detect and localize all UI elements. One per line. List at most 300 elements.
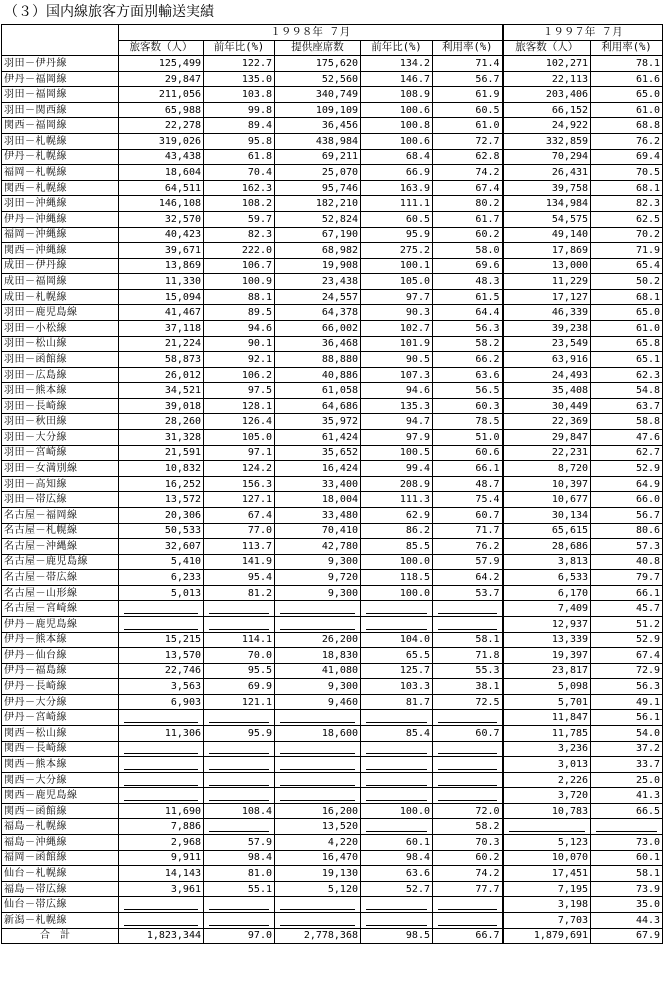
no-service-dash	[204, 819, 275, 835]
cell-load-factor-1998: 78.5	[433, 414, 503, 430]
cell-yoy-passengers: 70.0	[204, 648, 275, 664]
table-row	[2, 866, 663, 882]
table-row	[2, 414, 663, 430]
cell-load-factor-1998: 61.5	[433, 289, 503, 305]
cell-yoy-passengers: 141.9	[204, 554, 275, 570]
cell-load-factor-1998: 38.1	[433, 679, 503, 695]
cell-passengers-1997: 22,369	[503, 414, 591, 430]
cell-passengers-1998: 5,013	[119, 585, 204, 601]
table-row	[2, 912, 663, 928]
cell-passengers-1998: 6,903	[119, 694, 204, 710]
cell-yoy-passengers: 97.5	[204, 383, 275, 399]
cell-passengers-1997: 49,140	[503, 227, 591, 243]
cell-passengers-1997: 30,134	[503, 507, 591, 523]
cell-load-factor-1997: 68.1	[591, 180, 663, 196]
cell-load-factor-1998: 74.2	[433, 866, 503, 882]
cell-passengers-1998: 11,690	[119, 803, 204, 819]
cell-load-factor-1997: 67.4	[591, 648, 663, 664]
dash-line	[280, 909, 355, 910]
cell-seats: 36,468	[275, 336, 361, 352]
cell-passengers-1997: 63,916	[503, 352, 591, 368]
cell-load-factor-1997: 51.2	[591, 616, 663, 632]
cell-load-factor-1998: 64.2	[433, 570, 503, 586]
cell-load-factor-1997: 56.3	[591, 679, 663, 695]
cell-passengers-1997: 1,879,691	[503, 928, 591, 944]
cell-passengers-1997: 7,195	[503, 881, 591, 897]
no-service-dash	[361, 788, 433, 804]
route-name: 仙台－帯広線	[2, 897, 119, 913]
cell-yoy-seats: 100.5	[361, 445, 433, 461]
cell-load-factor-1997: 73.9	[591, 881, 663, 897]
cell-seats: 41,080	[275, 663, 361, 679]
cell-yoy-passengers: 55.1	[204, 881, 275, 897]
table-row	[2, 897, 663, 913]
table-row	[2, 180, 663, 196]
table-row	[2, 87, 663, 103]
cell-load-factor-1997: 65.4	[591, 258, 663, 274]
no-service-dash	[433, 757, 503, 773]
cell-passengers-1997: 29,847	[503, 430, 591, 446]
cell-passengers-1998: 64,511	[119, 180, 204, 196]
cell-load-factor-1997: 76.2	[591, 134, 663, 150]
cell-yoy-seats: 105.0	[361, 274, 433, 290]
dash-line	[438, 629, 497, 630]
cell-seats: 70,410	[275, 523, 361, 539]
cell-passengers-1998: 11,306	[119, 726, 204, 742]
cell-load-factor-1997: 58.1	[591, 866, 663, 882]
cell-passengers-1997: 28,686	[503, 539, 591, 555]
no-service-dash	[591, 819, 663, 835]
cell-seats: 9,460	[275, 694, 361, 710]
dash-line	[209, 753, 269, 754]
cell-passengers-1997: 30,449	[503, 398, 591, 414]
cell-yoy-seats: 52.7	[361, 881, 433, 897]
route-name: 羽田－松山線	[2, 336, 119, 352]
cell-yoy-passengers: 67.4	[204, 507, 275, 523]
table-row	[2, 710, 663, 726]
table-row	[2, 367, 663, 383]
cell-seats: 33,400	[275, 476, 361, 492]
table-row	[2, 850, 663, 866]
cell-load-factor-1998: 48.3	[433, 274, 503, 290]
table-row	[2, 134, 663, 150]
cell-passengers-1998: 13,869	[119, 258, 204, 274]
route-name: 羽田－高知線	[2, 476, 119, 492]
route-name: 伊丹－福島線	[2, 663, 119, 679]
cell-passengers-1997: 11,229	[503, 274, 591, 290]
cell-load-factor-1997: 57.3	[591, 539, 663, 555]
cell-passengers-1998: 18,604	[119, 165, 204, 181]
cell-yoy-seats: 134.2	[361, 56, 433, 72]
cell-yoy-passengers: 81.2	[204, 585, 275, 601]
table-row	[2, 165, 663, 181]
cell-passengers-1997: 22,231	[503, 445, 591, 461]
cell-load-factor-1998: 77.7	[433, 881, 503, 897]
no-service-dash	[433, 788, 503, 804]
cell-yoy-passengers: 135.0	[204, 71, 275, 87]
no-service-dash	[503, 819, 591, 835]
cell-load-factor-1998: 72.0	[433, 803, 503, 819]
cell-load-factor-1998: 70.3	[433, 835, 503, 851]
cell-load-factor-1997: 49.1	[591, 694, 663, 710]
cell-passengers-1998: 39,018	[119, 398, 204, 414]
cell-yoy-passengers: 95.9	[204, 726, 275, 742]
table-row	[2, 819, 663, 835]
no-service-dash	[275, 772, 361, 788]
cell-yoy-passengers: 97.0	[204, 928, 275, 944]
no-service-dash	[204, 772, 275, 788]
dash-line	[124, 629, 198, 630]
dash-line	[209, 722, 269, 723]
cell-seats: 9,300	[275, 554, 361, 570]
cell-passengers-1998: 10,832	[119, 461, 204, 477]
cell-load-factor-1997: 60.1	[591, 850, 663, 866]
no-service-dash	[275, 757, 361, 773]
route-name: 羽田－大分線	[2, 430, 119, 446]
cell-yoy-seats: 97.9	[361, 430, 433, 446]
cell-load-factor-1997: 41.3	[591, 788, 663, 804]
dash-line	[209, 800, 269, 801]
dash-line	[124, 785, 198, 786]
cell-load-factor-1997: 68.1	[591, 289, 663, 305]
cell-seats: 67,190	[275, 227, 361, 243]
route-name: 羽田－宮崎線	[2, 445, 119, 461]
cell-yoy-seats: 118.5	[361, 570, 433, 586]
cell-yoy-seats: 102.7	[361, 320, 433, 336]
cell-passengers-1997: 19,397	[503, 648, 591, 664]
table-row	[2, 102, 663, 118]
table-row	[2, 445, 663, 461]
route-name: 名古屋－山形線	[2, 585, 119, 601]
dash-line	[280, 629, 355, 630]
dash-line	[280, 753, 355, 754]
cell-passengers-1998: 43,438	[119, 149, 204, 165]
dash-line	[366, 613, 427, 614]
total-label: 合計	[2, 928, 119, 944]
cell-yoy-seats: 125.7	[361, 663, 433, 679]
cell-passengers-1998: 41,467	[119, 305, 204, 321]
cell-yoy-passengers: 59.7	[204, 211, 275, 227]
cell-load-factor-1998: 71.4	[433, 56, 503, 72]
cell-load-factor-1997: 69.4	[591, 149, 663, 165]
cell-load-factor-1997: 33.7	[591, 757, 663, 773]
cell-seats: 35,652	[275, 445, 361, 461]
cell-seats: 18,830	[275, 648, 361, 664]
cell-yoy-seats: 97.7	[361, 289, 433, 305]
cell-passengers-1997: 39,238	[503, 320, 591, 336]
cell-yoy-passengers: 222.0	[204, 243, 275, 259]
no-service-dash	[361, 897, 433, 913]
cell-passengers-1997: 5,701	[503, 694, 591, 710]
cell-load-factor-1998: 56.3	[433, 320, 503, 336]
cell-yoy-seats: 100.0	[361, 554, 433, 570]
cell-load-factor-1997: 65.8	[591, 336, 663, 352]
cell-yoy-seats: 111.1	[361, 196, 433, 212]
cell-passengers-1998: 11,330	[119, 274, 204, 290]
cell-load-factor-1998: 60.7	[433, 507, 503, 523]
cell-yoy-passengers: 89.4	[204, 118, 275, 134]
cell-load-factor-1997: 65.1	[591, 352, 663, 368]
cell-passengers-1997: 35,408	[503, 383, 591, 399]
cell-passengers-1998: 16,252	[119, 476, 204, 492]
cell-load-factor-1998: 61.7	[433, 211, 503, 227]
cell-load-factor-1997: 37.2	[591, 741, 663, 757]
cell-load-factor-1997: 25.0	[591, 772, 663, 788]
cell-seats: 66,002	[275, 320, 361, 336]
cell-yoy-passengers: 97.1	[204, 445, 275, 461]
cell-passengers-1998: 14,143	[119, 866, 204, 882]
table-row	[2, 398, 663, 414]
no-service-dash	[361, 616, 433, 632]
cell-passengers-1998: 7,886	[119, 819, 204, 835]
dash-line	[366, 800, 427, 801]
route-name: 関西－沖縄線	[2, 243, 119, 259]
dash-line	[366, 753, 427, 754]
cell-load-factor-1998: 51.0	[433, 430, 503, 446]
cell-yoy-passengers: 122.7	[204, 56, 275, 72]
cell-yoy-seats: 85.4	[361, 726, 433, 742]
dash-line	[280, 800, 355, 801]
cell-seats: 175,620	[275, 56, 361, 72]
cell-seats: 5,120	[275, 881, 361, 897]
cell-seats: 16,200	[275, 803, 361, 819]
cell-yoy-passengers: 94.6	[204, 320, 275, 336]
cell-passengers-1997: 26,431	[503, 165, 591, 181]
cell-load-factor-1998: 66.2	[433, 352, 503, 368]
route-name: 関西－鹿児島線	[2, 788, 119, 804]
no-service-dash	[119, 741, 204, 757]
cell-seats: 95,746	[275, 180, 361, 196]
route-name: 伊丹－仙台線	[2, 648, 119, 664]
no-service-dash	[119, 912, 204, 928]
cell-seats: 33,480	[275, 507, 361, 523]
route-name: 伊丹－熊本線	[2, 632, 119, 648]
cell-passengers-1997: 12,937	[503, 616, 591, 632]
route-name: 羽田－女満別線	[2, 461, 119, 477]
no-service-dash	[119, 897, 204, 913]
dash-line	[124, 753, 198, 754]
cell-load-factor-1997: 44.3	[591, 912, 663, 928]
cell-passengers-1997: 7,703	[503, 912, 591, 928]
cell-load-factor-1998: 80.2	[433, 196, 503, 212]
cell-passengers-1997: 5,123	[503, 835, 591, 851]
route-name: 新潟－札幌線	[2, 912, 119, 928]
route-name: 羽田－広島線	[2, 367, 119, 383]
no-service-dash	[119, 601, 204, 617]
cell-yoy-seats: 104.0	[361, 632, 433, 648]
cell-passengers-1997: 10,677	[503, 492, 591, 508]
cell-passengers-1997: 39,758	[503, 180, 591, 196]
cell-passengers-1998: 65,988	[119, 102, 204, 118]
header-seats: 提供座席数	[275, 40, 361, 56]
cell-yoy-passengers: 82.3	[204, 227, 275, 243]
dash-line	[209, 831, 269, 832]
no-service-dash	[433, 616, 503, 632]
cell-seats: 68,982	[275, 243, 361, 259]
table-row	[2, 243, 663, 259]
cell-load-factor-1997: 52.9	[591, 632, 663, 648]
cell-yoy-passengers: 95.4	[204, 570, 275, 586]
route-name: 名古屋－宮崎線	[2, 601, 119, 617]
dash-line	[209, 785, 269, 786]
table-row	[2, 663, 663, 679]
route-name: 仙台－札幌線	[2, 866, 119, 882]
route-name: 関西－長崎線	[2, 741, 119, 757]
dash-line	[366, 722, 427, 723]
route-name: 名古屋－福岡線	[2, 507, 119, 523]
cell-yoy-seats: 108.9	[361, 87, 433, 103]
cell-load-factor-1998: 58.2	[433, 819, 503, 835]
cell-load-factor-1997: 67.9	[591, 928, 663, 944]
route-name: 伊丹－宮崎線	[2, 710, 119, 726]
dash-line	[124, 722, 198, 723]
route-name: 羽田－札幌線	[2, 134, 119, 150]
cell-passengers-1998: 22,746	[119, 663, 204, 679]
cell-passengers-1998: 21,591	[119, 445, 204, 461]
cell-passengers-1997: 8,720	[503, 461, 591, 477]
cell-yoy-passengers: 103.8	[204, 87, 275, 103]
cell-passengers-1998: 21,224	[119, 336, 204, 352]
no-service-dash	[275, 897, 361, 913]
route-name: 伊丹－沖縄線	[2, 211, 119, 227]
cell-passengers-1998: 319,026	[119, 134, 204, 150]
cell-load-factor-1997: 62.7	[591, 445, 663, 461]
cell-passengers-1998: 125,499	[119, 56, 204, 72]
cell-passengers-1997: 203,406	[503, 87, 591, 103]
dash-line	[124, 769, 198, 770]
table-row	[2, 461, 663, 477]
cell-passengers-1997: 7,409	[503, 601, 591, 617]
cell-yoy-seats: 100.0	[361, 803, 433, 819]
cell-load-factor-1997: 52.9	[591, 461, 663, 477]
cell-yoy-seats: 135.3	[361, 398, 433, 414]
cell-yoy-passengers: 92.1	[204, 352, 275, 368]
cell-passengers-1997: 24,493	[503, 367, 591, 383]
cell-yoy-passengers: 114.1	[204, 632, 275, 648]
route-name: 成田－福岡線	[2, 274, 119, 290]
route-name: 伊丹－札幌線	[2, 149, 119, 165]
route-name: 福島－沖縄線	[2, 835, 119, 851]
table-row	[2, 320, 663, 336]
cell-yoy-seats: 63.6	[361, 866, 433, 882]
cell-passengers-1997: 66,152	[503, 102, 591, 118]
route-name: 伊丹－鹿児島線	[2, 616, 119, 632]
cell-yoy-passengers: 88.1	[204, 289, 275, 305]
dash-line	[438, 613, 497, 614]
cell-seats: 64,378	[275, 305, 361, 321]
cell-passengers-1998: 28,260	[119, 414, 204, 430]
cell-yoy-passengers: 69.9	[204, 679, 275, 695]
route-name: 名古屋－沖縄線	[2, 539, 119, 555]
cell-passengers-1997: 3,813	[503, 554, 591, 570]
no-service-dash	[204, 757, 275, 773]
no-service-dash	[361, 757, 433, 773]
no-service-dash	[361, 912, 433, 928]
route-name: 名古屋－鹿児島線	[2, 554, 119, 570]
table-row	[2, 523, 663, 539]
cell-yoy-passengers: 77.0	[204, 523, 275, 539]
route-name: 羽田－函館線	[2, 352, 119, 368]
route-name: 羽田－鹿児島線	[2, 305, 119, 321]
cell-passengers-1997: 23,817	[503, 663, 591, 679]
cell-seats: 19,908	[275, 258, 361, 274]
cell-yoy-seats: 90.3	[361, 305, 433, 321]
dash-line	[280, 785, 355, 786]
cell-load-factor-1998: 60.6	[433, 445, 503, 461]
route-name: 成田－伊丹線	[2, 258, 119, 274]
cell-passengers-1997: 6,533	[503, 570, 591, 586]
cell-seats: 69,211	[275, 149, 361, 165]
cell-passengers-1997: 17,451	[503, 866, 591, 882]
cell-yoy-passengers: 156.3	[204, 476, 275, 492]
table-row	[2, 632, 663, 648]
cell-load-factor-1998: 66.7	[433, 928, 503, 944]
cell-load-factor-1997: 65.0	[591, 305, 663, 321]
cell-passengers-1998: 15,215	[119, 632, 204, 648]
cell-load-factor-1997: 62.3	[591, 367, 663, 383]
cell-yoy-passengers: 105.0	[204, 430, 275, 446]
no-service-dash	[204, 601, 275, 617]
cell-yoy-seats: 95.9	[361, 227, 433, 243]
cell-load-factor-1997: 70.5	[591, 165, 663, 181]
cell-load-factor-1998: 58.0	[433, 243, 503, 259]
cell-yoy-passengers: 90.1	[204, 336, 275, 352]
cell-yoy-seats: 208.9	[361, 476, 433, 492]
cell-load-factor-1998: 60.2	[433, 227, 503, 243]
cell-load-factor-1997: 56.7	[591, 507, 663, 523]
cell-passengers-1997: 10,397	[503, 476, 591, 492]
cell-seats: 23,438	[275, 274, 361, 290]
cell-yoy-passengers: 95.5	[204, 663, 275, 679]
route-name: 羽田－秋田線	[2, 414, 119, 430]
table-row	[2, 258, 663, 274]
cell-passengers-1997: 3,720	[503, 788, 591, 804]
table-row	[2, 601, 663, 617]
no-service-dash	[204, 741, 275, 757]
cell-yoy-passengers: 95.8	[204, 134, 275, 150]
cell-passengers-1997: 102,271	[503, 56, 591, 72]
cell-passengers-1997: 11,785	[503, 726, 591, 742]
dash-line	[209, 769, 269, 770]
cell-passengers-1998: 39,671	[119, 243, 204, 259]
dash-line	[438, 785, 497, 786]
cell-load-factor-1998: 71.8	[433, 648, 503, 664]
cell-yoy-seats: 275.2	[361, 243, 433, 259]
dash-line	[124, 909, 198, 910]
cell-seats: 16,470	[275, 850, 361, 866]
route-name: 名古屋－帯広線	[2, 570, 119, 586]
table-row	[2, 305, 663, 321]
ridership-table	[1, 24, 663, 944]
cell-seats: 340,749	[275, 87, 361, 103]
cell-yoy-passengers: 113.7	[204, 539, 275, 555]
route-name: 伊丹－福岡線	[2, 71, 119, 87]
cell-load-factor-1997: 73.0	[591, 835, 663, 851]
cell-seats: 26,200	[275, 632, 361, 648]
cell-load-factor-1997: 61.0	[591, 320, 663, 336]
dash-line	[438, 769, 497, 770]
cell-seats: 2,778,368	[275, 928, 361, 944]
cell-load-factor-1997: 70.2	[591, 227, 663, 243]
cell-seats: 64,686	[275, 398, 361, 414]
cell-load-factor-1998: 67.4	[433, 180, 503, 196]
cell-load-factor-1998: 71.7	[433, 523, 503, 539]
cell-seats: 40,886	[275, 367, 361, 383]
route-name: 名古屋－札幌線	[2, 523, 119, 539]
route-name: 羽田－伊丹線	[2, 56, 119, 72]
no-service-dash	[204, 616, 275, 632]
table-row	[2, 585, 663, 601]
